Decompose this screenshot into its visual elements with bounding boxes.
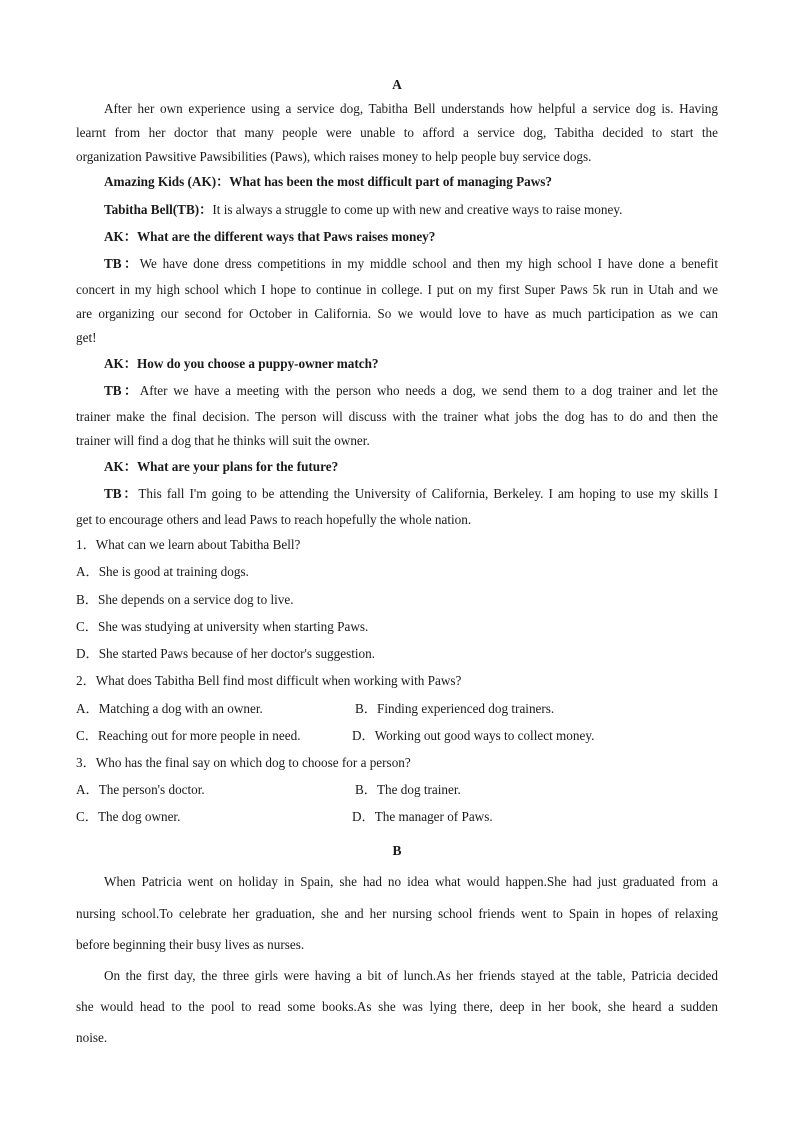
question-1-stem: 1．What can we learn about Tabitha Bell? bbox=[76, 537, 301, 552]
answer-text: After we have a meeting with the person who needs a dog, we send them to a dog trainer and let the bbox=[139, 383, 718, 398]
section-b-p1-line-1: When Patricia went on holiday in Spain, she had no idea what would happen.She had just graduated from a bbox=[104, 874, 718, 889]
interview-question-1 bbox=[104, 173, 718, 191]
question-1-option-a[interactable]: A．She is good at training dogs. bbox=[76, 564, 249, 579]
intro-line-3: organization Pawsitive Pawsibilities (Paws), which raises money to help people buy service dogs. bbox=[76, 149, 592, 164]
interview-answer-3-line-2: trainer make the final decision. The person will discuss with the trainer what jobs the dog has to do and then the bbox=[76, 409, 718, 424]
question-text: How do you choose a puppy-owner match? bbox=[136, 356, 379, 371]
question-3-option-c[interactable]: C．The dog owner. bbox=[76, 809, 181, 824]
interview-answer-3-line-1 bbox=[104, 382, 718, 400]
answer-text: It is always a struggle to come up with new and creative ways to raise money. bbox=[212, 202, 623, 217]
question-text: What has been the most difficult part of managing Paws? bbox=[229, 174, 553, 189]
interview-answer-1 bbox=[104, 201, 718, 219]
question-3-option-b[interactable]: B．The dog trainer. bbox=[355, 782, 461, 797]
question-3-stem: 3．Who has the final say on which dog to choose for a person? bbox=[76, 755, 411, 770]
speaker-label: AK： bbox=[104, 356, 137, 371]
interview-question-2 bbox=[104, 228, 718, 246]
question-2-option-b[interactable]: B．Finding experienced dog trainers. bbox=[355, 701, 555, 716]
section-b-p2-line-2: she would head to the pool to read some books.As she was lying there, deep in her book, she heard a sudden bbox=[76, 999, 718, 1014]
question-2-option-c[interactable]: C．Reaching out for more people in need. bbox=[76, 728, 301, 743]
section-b-p2-line-1: On the first day, the three girls were having a bit of lunch.As her friends stayed at the table, Patricia decided bbox=[104, 968, 718, 983]
question-2-option-a[interactable]: A．Matching a dog with an owner. bbox=[76, 701, 263, 716]
interview-answer-3-line-3: trainer will find a dog that he thinks will suit the owner. bbox=[76, 433, 370, 448]
question-1-option-d[interactable]: D．She started Paws because of her doctor's suggestion. bbox=[76, 646, 376, 661]
answer-text: This fall I'm going to be attending the University of California, Berkeley. I am hoping to use my skills I bbox=[138, 486, 718, 501]
speaker-label: TB： bbox=[104, 383, 140, 398]
question-3-option-d[interactable]: D．The manager of Paws. bbox=[352, 809, 493, 824]
speaker-label: TB： bbox=[104, 486, 139, 501]
intro-line-1: After her own experience using a service dog, Tabitha Bell understands how helpful a service dog is. Having bbox=[104, 101, 718, 116]
question-1-option-b[interactable]: B．She depends on a service dog to live. bbox=[76, 592, 294, 607]
speaker-label: AK： bbox=[104, 229, 137, 244]
interview-answer-2-line-2: concert in my high school which I hope to continue in college. I put on my first Super Paws 5k run in Utah and we bbox=[76, 282, 718, 297]
question-2-stem: 2．What does Tabitha Bell find most difficult when working with Paws? bbox=[76, 673, 462, 688]
interview-answer-4-line-1 bbox=[104, 485, 718, 503]
section-b-p2-line-3: noise. bbox=[76, 1030, 108, 1045]
question-1-option-c[interactable]: C．She was studying at university when starting Paws. bbox=[76, 619, 369, 634]
section-a-heading: A bbox=[392, 77, 402, 92]
interview-answer-4-line-2: get to encourage others and lead Paws to reach hopefully the whole nation. bbox=[76, 512, 472, 527]
answer-text: We have done dress competitions in my middle school and then my high school I have done a benefit bbox=[139, 256, 719, 271]
speaker-label: AK： bbox=[104, 459, 137, 474]
speaker-label: Amazing Kids (AK)： bbox=[104, 174, 230, 189]
interview-answer-2-line-4: get! bbox=[76, 330, 97, 345]
intro-line-2: learnt from her doctor that many people were unable to afford a service dog, Tabitha decided to start the bbox=[76, 125, 718, 140]
interview-answer-2-line-1 bbox=[104, 255, 718, 273]
interview-question-4 bbox=[104, 458, 718, 476]
interview-answer-2-line-3: are organizing our second for October in California. So we would love to have as much participation as we can bbox=[76, 306, 718, 321]
interview-question-3 bbox=[104, 355, 718, 373]
speaker-label: Tabitha Bell(TB)： bbox=[104, 202, 213, 217]
section-b-p1-line-3: before beginning their busy lives as nurses. bbox=[76, 937, 305, 952]
question-3-option-a[interactable]: A．The person's doctor. bbox=[76, 782, 205, 797]
question-2-option-d[interactable]: D．Working out good ways to collect money. bbox=[352, 728, 595, 743]
section-b-heading: B bbox=[392, 843, 402, 858]
speaker-label: TB： bbox=[104, 256, 140, 271]
question-text: What are the different ways that Paws raises money? bbox=[136, 229, 436, 244]
section-b-p1-line-2: nursing school.To celebrate her graduation, she and her nursing school friends went to Spain in hopes of relaxing bbox=[76, 906, 718, 921]
question-text: What are your plans for the future? bbox=[136, 459, 339, 474]
